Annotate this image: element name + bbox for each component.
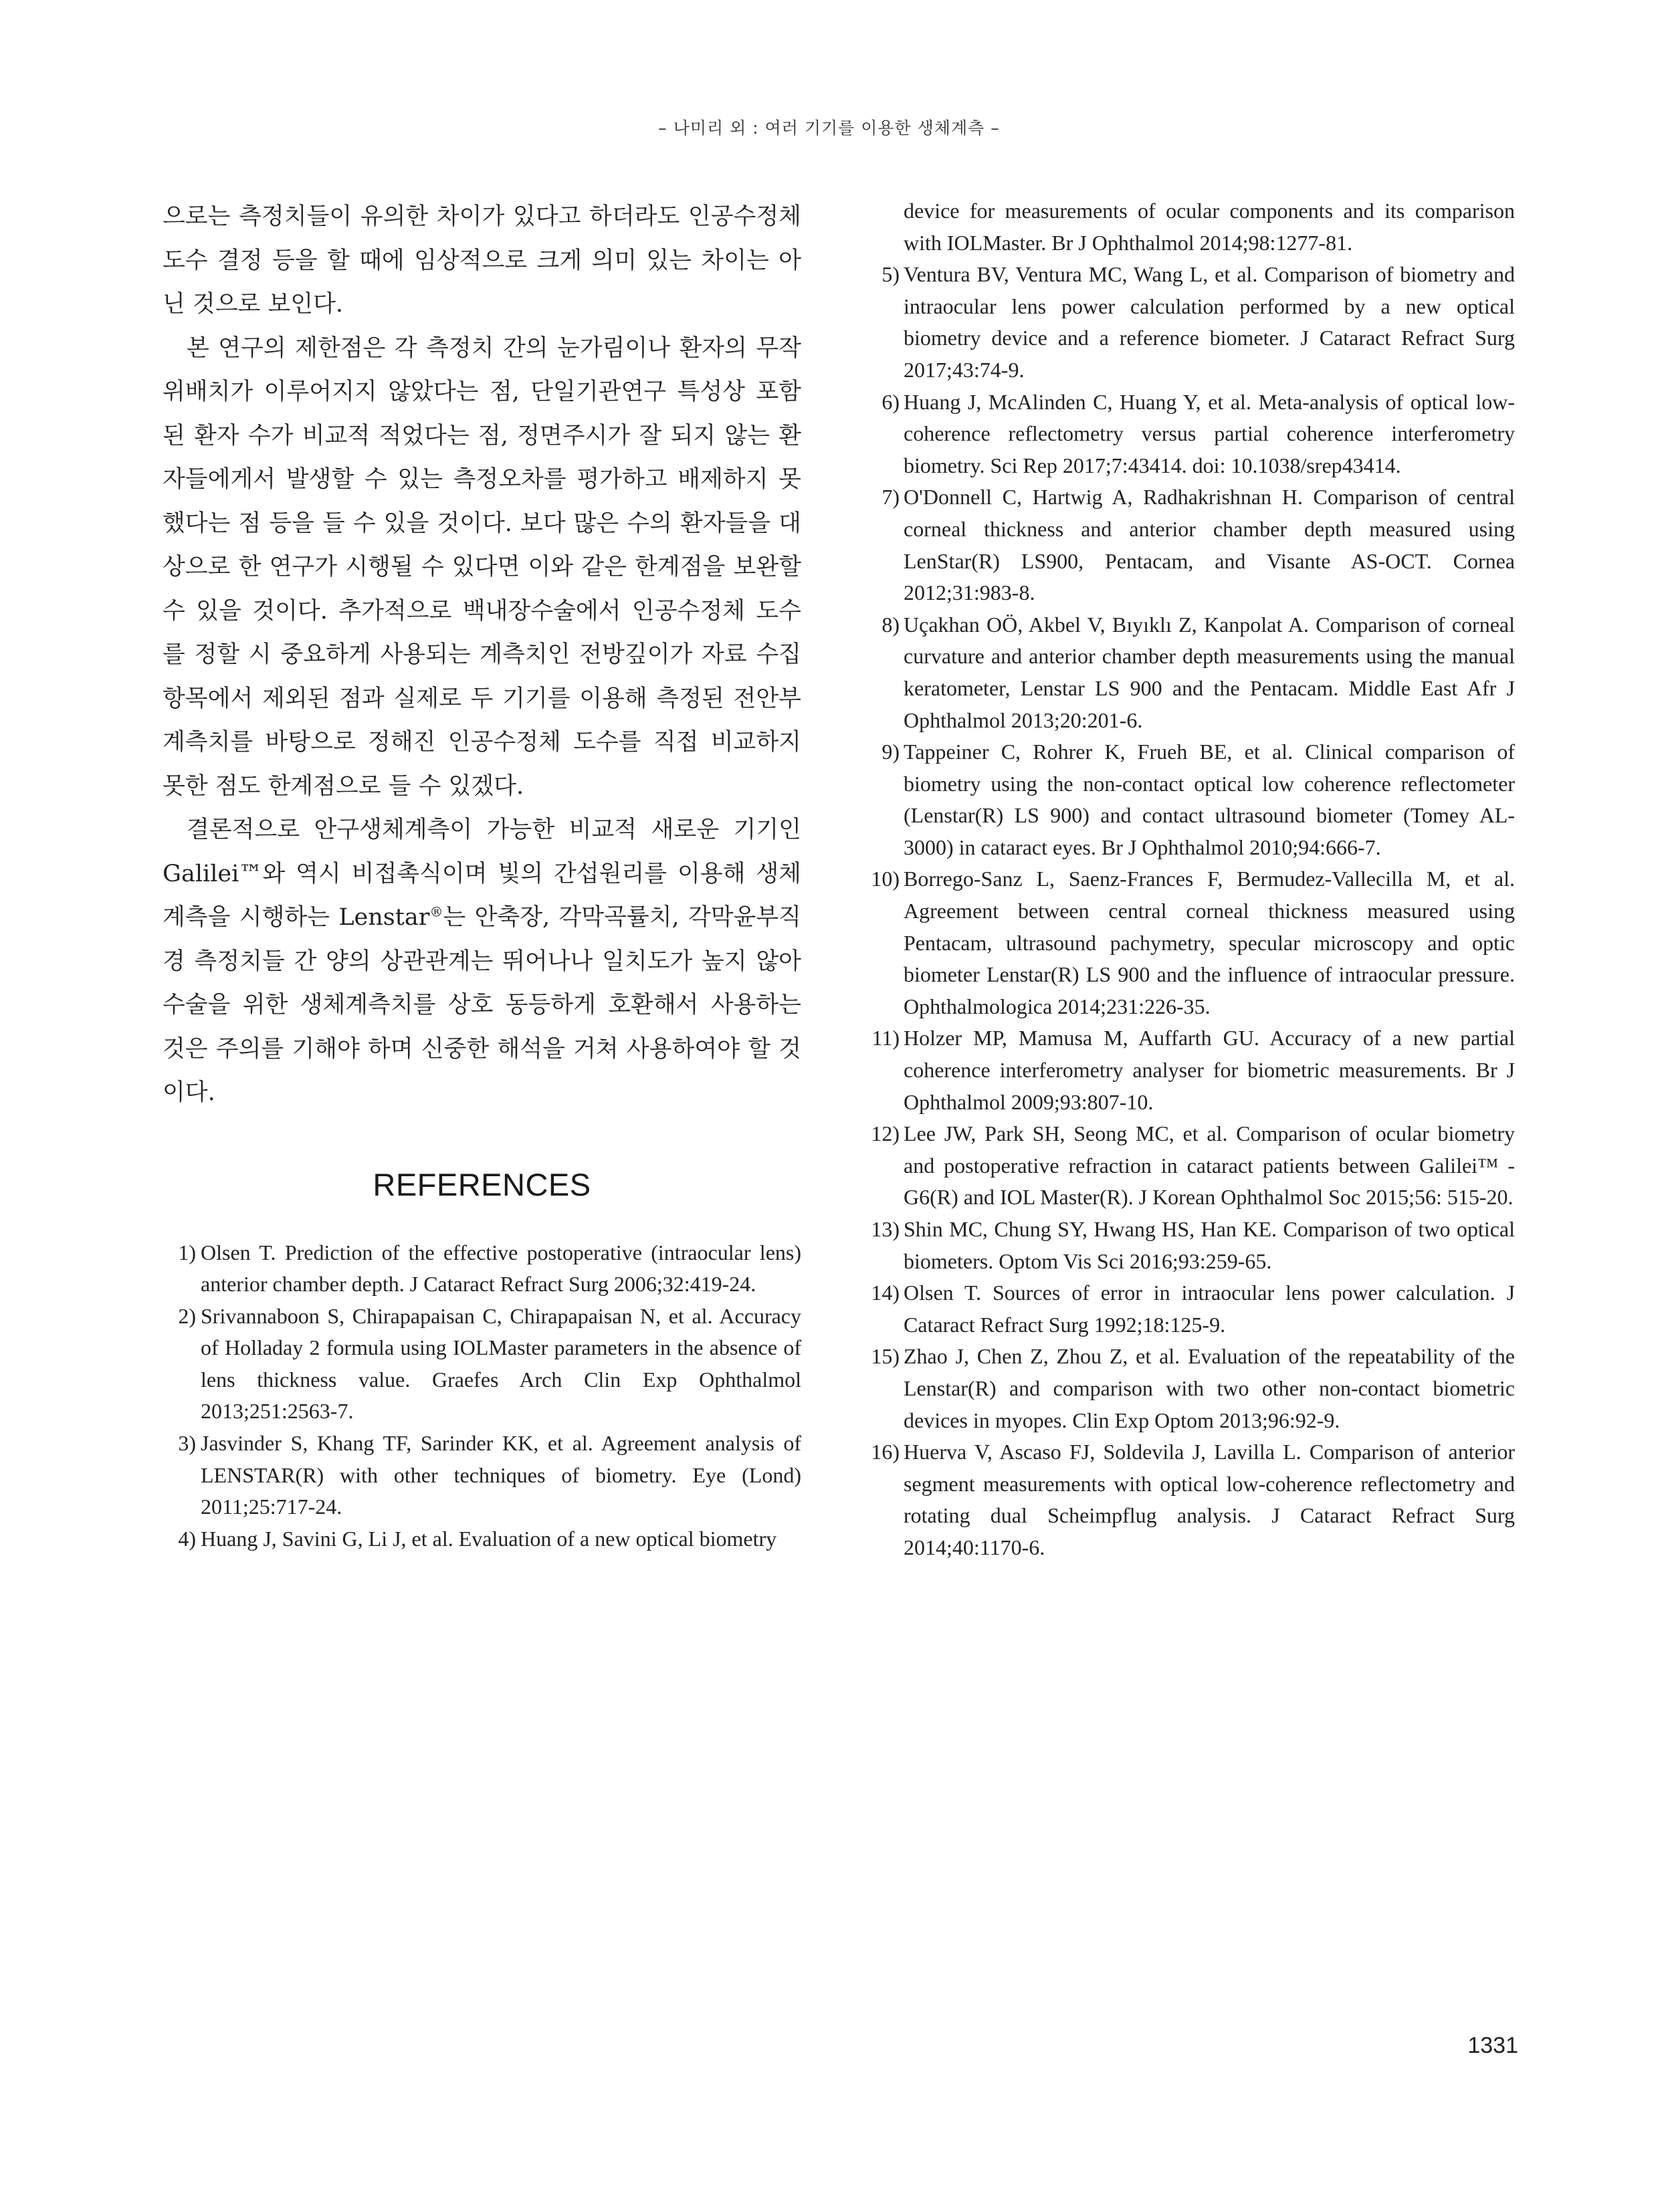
reference-item: [869, 736, 1515, 863]
reference-number: 7): [882, 485, 900, 510]
reference-text: Holzer MP, Mamusa M, Auffarth GU. Accuracy of a new partial coherence interferometry analyser for biometric measurements. Br J Ophthalmol 2009;93:807-10.: [904, 1026, 1515, 1114]
reference-number: 6): [882, 389, 900, 414]
conclusion-text-part1: 결론적으로 안구생체계측이 가능한 비교적 새로운 기기인 Galilei™와 역시 비접촉식이며 빛의 간섭원리를 이용해 생체계측을 시행하는 Lenstar: [163, 816, 801, 931]
reference-text: Olsen T. Sources of error in intraocular lens power calculation. J Cataract Refract Surg 1992;18:125-9.: [904, 1281, 1515, 1337]
reference-item: [869, 1118, 1515, 1214]
right-column: [869, 195, 1515, 1564]
reference-text: Zhao J, Chen Z, Zhou Z, et al. Evaluation of the repeatability of the Lenstar(R) and comparison with two other non-contact biometric devices in myopes. Clin Exp Optom 2013;96:92-9.: [904, 1344, 1515, 1432]
reference-text: Huerva V, Ascaso FJ, Soldevila J, Lavilla L. Comparison of anterior segment measurements with optical low-coherence reflectometry and rotating dual Scheimpflug analysis. J Cataract Refract Surg 2014;40:1170-6.: [904, 1440, 1515, 1559]
reference-list-left: [163, 1237, 801, 1555]
reference-number: 12): [871, 1121, 900, 1146]
reference-text: Olsen T. Prediction of the effective postoperative (intraocular lens) anterior chamber depth. J Cataract Refract Surg 2006;32:419-24.: [201, 1240, 801, 1297]
reference-item: [163, 1428, 801, 1523]
reference-text: Uçakhan OÖ, Akbel V, Bıyıklı Z, Kanpolat A. Comparison of corneal curvature and anterior chamber depth measurements using the manual keratometer, Lenstar LS 900 and the Pentacam. Middle East Afr J Ophthalmol 2013;20:201-6.: [904, 612, 1515, 732]
reference-item: [163, 1237, 801, 1301]
reference-number: 10): [871, 867, 900, 891]
references-heading: REFERENCES: [373, 1166, 591, 1202]
reference-number: 13): [871, 1217, 900, 1241]
reference-number: 9): [882, 740, 900, 764]
page-number: 1331: [1467, 2033, 1518, 2058]
reference-text: O'Donnell C, Hartwig A, Radhakrishnan H. Comparison of central corneal thickness and anterior chamber depth measured using LenStar(R) LS900, Pentacam, and Visante AS-OCT. Cornea 2012;31:983-8.: [904, 485, 1515, 605]
reference-item: [869, 863, 1515, 1022]
reference-number: 4): [178, 1526, 196, 1551]
reference-text: Huang J, McAlinden C, Huang Y, et al. Meta-analysis of optical low-coherence reflectometry versus partial coherence interferometry biometry. Sci Rep 2017;7:43414. doi: 10.1038/srep43414.: [904, 389, 1515, 477]
reference-text: Borrego-Sanz L, Saenz-Frances F, Bermudez-Vallecilla M, et al. Agreement between central corneal thickness measured using Pentacam, ultrasound pachymetry, specular microscopy and optic biometer Lenstar(R) LS 900 and the influence of intraocular pressure. Ophthalmologica 2014;231:226-35.: [904, 867, 1515, 1018]
reference-item: [869, 481, 1515, 609]
reference-number: 3): [178, 1431, 196, 1456]
reference-text: Jasvinder S, Khang TF, Sarinder KK, et al. Agreement analysis of LENSTAR(R) with other techniques of biometry. Eye (Lond) 2011;25:717-24.: [201, 1431, 801, 1519]
reference-item: [163, 1301, 801, 1428]
reference-item: [869, 1277, 1515, 1341]
reference-item: [869, 386, 1515, 482]
reference-item: [163, 1523, 801, 1555]
reference-text: Shin MC, Chung SY, Hwang HS, Han KE. Comparison of two optical biometers. Optom Vis Sci 2016;93:259-65.: [904, 1217, 1515, 1273]
body-paragraph: 본 연구의 제한점은 각 측정치 간의 눈가림이나 환자의 무작위배치가 이루어지지 않았다는 점, 단일기관연구 특성상 포함된 환자 수가 비교적 적었다는 점, 정면주시가 잘 되지 않는 환자들에게서 발생할 수 있는 측정오차를 평가하고 배제하지 못했다는 점 등을 들 수 있을 것이다. 보다 많은 수의 환자들을 대상으로 한 연구가 시행될 수 있다면 이와 같은 한계점을 보완할 수 있을 것이다. 추가적으로 백내장수술에서 인공수정체 도수를 정할 시 중요하게 사용되는 계측치인 전방깊이가 자료 수집 항목에서 제외된 점과 실제로 두 기기를 이용해 측정된 전안부 계측치를 바탕으로 정해진 인공수정체 도수를 직접 비교하지 못한 점도 한계점으로 들 수 있겠다.: [163, 334, 801, 800]
body-paragraph: 으로는 측정치들이 유의한 차이가 있다고 하더라도 인공수정체 도수 결정 등을 할 때에 임상적으로 크게 의미 있는 차이는 아닌 것으로 보인다.: [163, 203, 801, 318]
reference-item: [869, 1341, 1515, 1436]
reference-list-right: [869, 259, 1515, 1563]
reference-item: [869, 259, 1515, 386]
reference-number: 5): [882, 262, 900, 287]
reference-text: Tappeiner C, Rohrer K, Frueh BE, et al. Clinical comparison of biometry using the non-contact optical low coherence reflectometer (Lenstar(R) LS 900) and contact ultrasound biometer (Tomey AL-3000) in cataract eyes. Br J Ophthalmol 2010;94:666-7.: [904, 740, 1515, 859]
body-paragraph-conclusion: [163, 808, 801, 1115]
reference-text: Huang J, Savini G, Li J, et al. Evaluation of a new optical biometry: [201, 1526, 777, 1551]
registered-mark: ®: [429, 903, 443, 920]
left-column: [163, 195, 801, 1555]
reference-number: 2): [178, 1303, 196, 1328]
reference-number: 11): [871, 1026, 900, 1050]
reference-item: [869, 609, 1515, 736]
conclusion-text-part2: 는 안축장, 각막곡률치, 각막윤부직경 측정치들 간 양의 상관관계는 뛰어나나 일치도가 높지 않아 수술을 위한 생체계측치를 상호 동등하게 호환해서 사용하는 것은 주의를 기해야 하며 신중한 해석을 거쳐 사용하여야 할 것이다.: [163, 904, 801, 1106]
reference-number: 14): [871, 1281, 900, 1305]
reference-item: [869, 1436, 1515, 1563]
reference-text: Srivannaboon S, Chirapapaisan C, Chirapapaisan N, et al. Accuracy of Holladay 2 formula using IOLMaster parameters in the absence of lens thickness value. Graefes Arch Clin Exp Ophthalmol 2013;251:2563-7.: [201, 1303, 801, 1424]
reference-number: 8): [882, 612, 900, 637]
reference-number: 15): [871, 1344, 900, 1369]
reference-number: 1): [178, 1240, 196, 1264]
reference-number: 16): [871, 1440, 900, 1464]
running-header: – 나미리 외 : 여러 기기를 이용한 생체계측 –: [658, 118, 1000, 138]
reference-item: [869, 1214, 1515, 1277]
reference-continuation: device for measurements of ocular components and its comparison with IOLMaster. Br J Ophthalmol 2014;98:1277-81.: [904, 199, 1515, 255]
reference-item: [869, 1022, 1515, 1118]
reference-text: Ventura BV, Ventura MC, Wang L, et al. Comparison of biometry and intraocular lens power calculation performed by a new optical biometry device and a reference biometer. J Cataract Refract Surg 2017;43:74-9.: [904, 262, 1515, 382]
reference-text: Lee JW, Park SH, Seong MC, et al. Comparison of ocular biometry and postoperative refraction in cataract patients between Galilei™ -G6(R) and IOL Master(R). J Korean Ophthalmol Soc 2015;56: 515-20.: [904, 1121, 1515, 1210]
